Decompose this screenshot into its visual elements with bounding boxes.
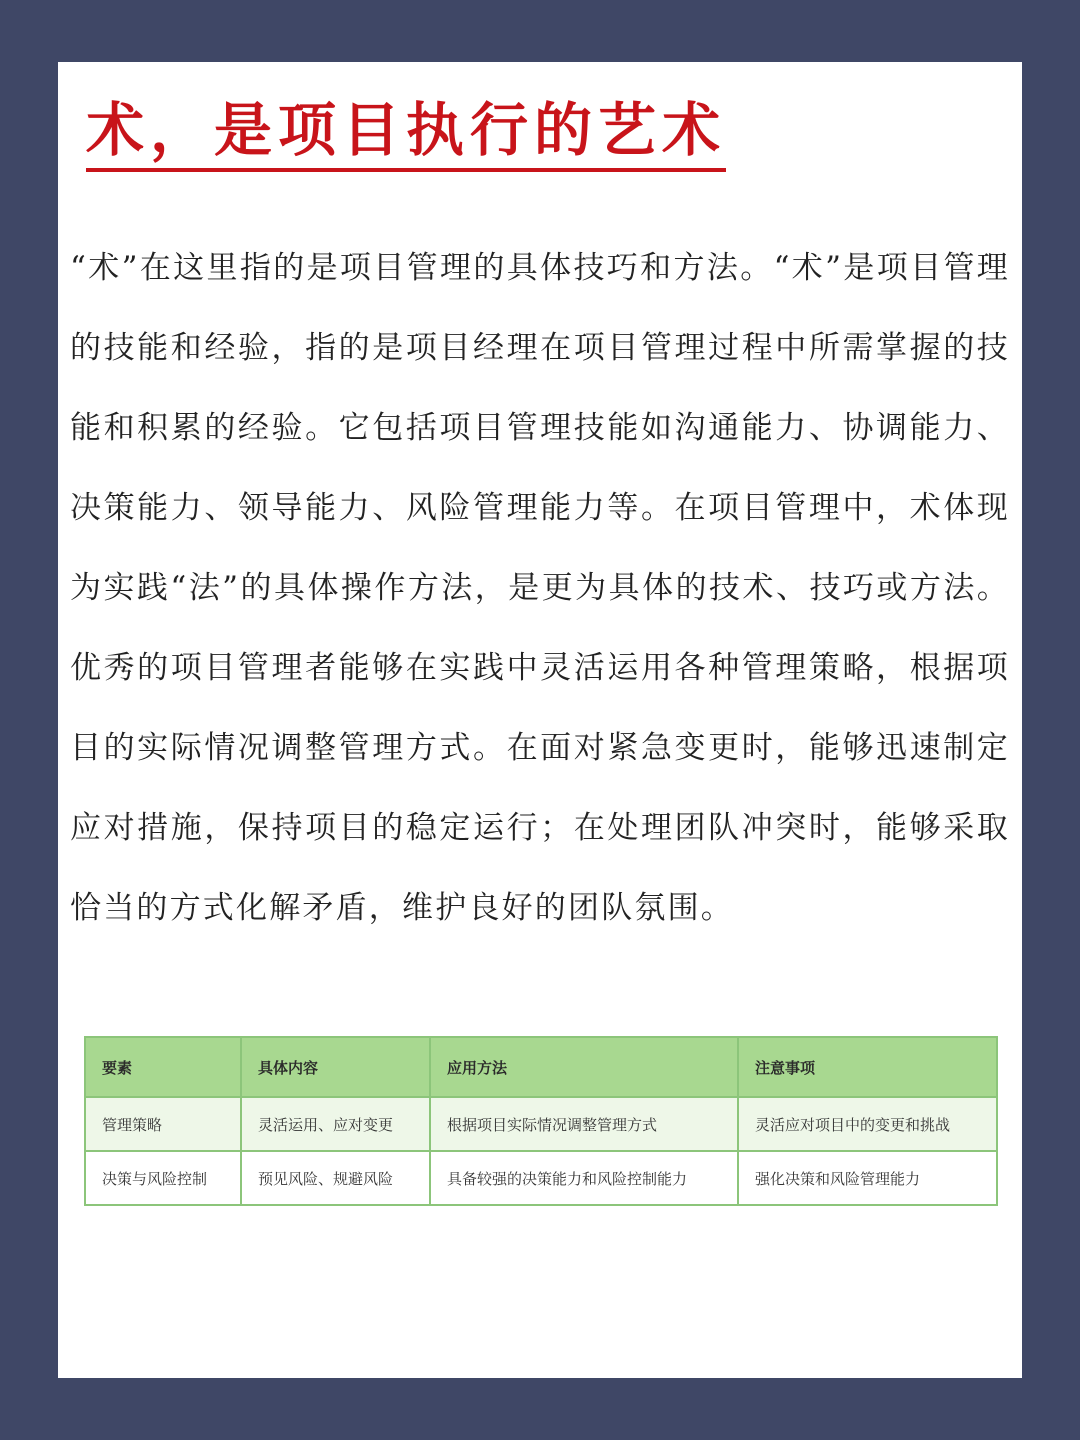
summary-table: [84, 1036, 998, 1206]
header-content: 具体内容: [241, 1037, 430, 1097]
header-notes: 注意事项: [738, 1037, 997, 1097]
document-page: [58, 62, 1022, 1378]
table-row: [85, 1097, 997, 1151]
table-cell: 灵活运用、应对变更: [241, 1097, 430, 1151]
table-cell: 根据项目实际情况调整管理方式: [430, 1097, 738, 1151]
page-title: 术，是项目执行的艺术: [86, 94, 726, 172]
table-cell: 管理策略: [85, 1097, 241, 1151]
header-method: 应用方法: [430, 1037, 738, 1097]
table-row: [85, 1151, 997, 1205]
table-cell: 强化决策和风险管理能力: [738, 1151, 997, 1205]
table-cell: 具备较强的决策能力和风险控制能力: [430, 1151, 738, 1205]
table-header-row: [85, 1037, 997, 1097]
table-cell: 决策与风险控制: [85, 1151, 241, 1205]
body-paragraph: “术”在这里指的是项目管理的具体技巧和方法。“术”是项目管理的技能和经验，指的是项目经理在项目管理过程中所需掌握的技能和积累的经验。它包括项目管理技能如沟通能力、协调能力、决策能力、领导能力、风险管理能力等。在项目管理中，术体现为实践“法”的具体操作方法，是更为具体的技术、技巧或方法。优秀的项目管理者能够在实践中灵活运用各种管理策略，根据项目的实际情况调整管理方式。在面对紧急变更时，能够迅速制定应对措施，保持项目的稳定运行；在处理团队冲突时，能够采取恰当的方式化解矛盾，维护良好的团队氛围。: [70, 250, 1010, 926]
table-cell: 灵活应对项目中的变更和挑战: [738, 1097, 997, 1151]
header-element: 要素: [85, 1037, 241, 1097]
table-cell: 预见风险、规避风险: [241, 1151, 430, 1205]
